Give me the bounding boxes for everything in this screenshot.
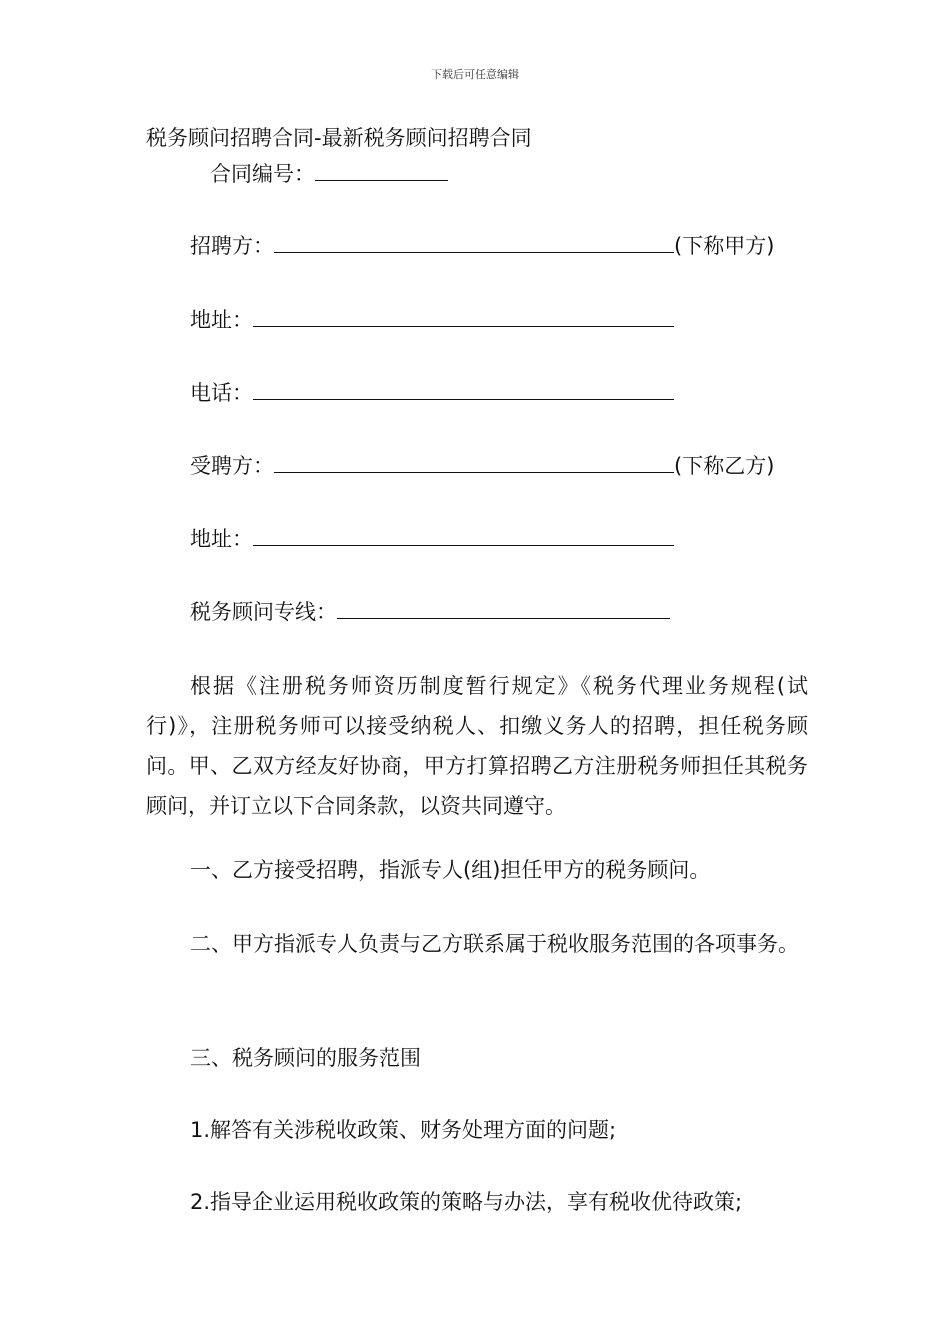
employee-address-blank[interactable]	[253, 525, 674, 546]
clause-3-item-2: 2.指导企业运用税收政策的策略与办法，享有税收优待政策;	[190, 1190, 743, 1214]
employer-address-label: 地址：	[190, 308, 253, 332]
clause-3-item-1: 1.解答有关涉税收政策、财务处理方面的问题;	[190, 1118, 617, 1142]
employer-phone-row	[190, 379, 674, 407]
clause-1: 一、乙方接受招聘，指派专人(组)担任甲方的税务顾问。	[190, 858, 711, 882]
employer-label: 招聘方：	[190, 234, 274, 258]
employer-suffix: (下称甲方)	[674, 234, 775, 258]
employer-address-row	[190, 306, 674, 334]
intro-paragraph: 根据《注册税务师资历制度暂行规定》《税务代理业务规程(试行)》，注册税务师可以接受纳税人、扣缴义务人的招聘，担任税务顾问。甲、乙双方经友好协商，甲方打算招聘乙方注册税务师担任其税务顾问，并订立以下合同条款，以资共同遵守。	[146, 674, 808, 818]
clause-2: 二、甲方指派专人负责与乙方联系属于税收服务范围的各项事务。	[190, 932, 799, 956]
employer-blank[interactable]	[274, 232, 674, 253]
employee-row	[190, 452, 774, 480]
employer-address-blank[interactable]	[253, 306, 674, 327]
employee-suffix: (下称乙方)	[674, 454, 775, 478]
employee-address-label: 地址：	[190, 527, 253, 551]
hotline-row	[190, 598, 670, 626]
employer-phone-label: 电话：	[190, 381, 253, 405]
contract-number-blank[interactable]	[315, 160, 448, 181]
employer-phone-blank[interactable]	[253, 379, 674, 400]
hotline-label: 税务顾问专线：	[190, 600, 337, 624]
employee-address-row	[190, 525, 674, 553]
hotline-blank[interactable]	[337, 598, 670, 619]
contract-number-row	[210, 160, 448, 188]
contract-number-label: 合同编号：	[210, 162, 315, 186]
employee-label: 受聘方：	[190, 454, 274, 478]
employee-blank[interactable]	[274, 452, 674, 473]
header-note: 下载后可任意编辑	[431, 68, 519, 81]
employer-row	[190, 232, 774, 260]
document-title: 税务顾问招聘合同-最新税务顾问招聘合同	[146, 126, 532, 150]
clause-3-heading: 三、税务顾问的服务范围	[190, 1046, 421, 1070]
